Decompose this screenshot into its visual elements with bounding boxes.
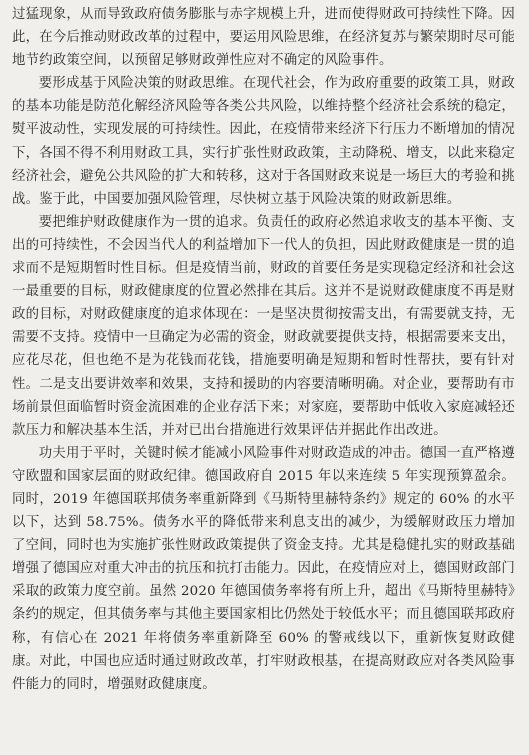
paragraph-1: 过猛现象，从而导致政府债务膨胀与赤字规模上升，进而使得财政可持续性下降。因此，在今后推动财政改革的过程中，要运用风险思维，在经济复苏与繁荣期时尽可能地节约政策空间，以预留足够财政弹性应对不确定的风险事件。	[12, 7, 515, 69]
paragraph-3: 要把维护财政健康作为一贯的追求。负责任的政府必然追求收支的基本平衡、支出的可持续性，不会因当代人的利益增加下一代人的负担，因此财政健康是一贯的追求而不是短期暂时性目标。但是疫情当前，财政的首要任务是实现稳定经济和社会这一最重要的目标，财政健康度的位置必然排在其后。这并不是说财政健康度不再是财政的目标，对财政健康度的追求体现在：一是坚决贯彻按需支出，有需要就支持，无需要不支持。疫情中一旦确定为必需的资金，财政就要提供支持，根据需要来支出，应花尽花，但也绝不是为花钱而花钱，措施要明确是短期和暂时性帮扶，要有针对性。二是支出要讲效率和效果，支持和援助的内容要清晰明确。对企业，要帮助有市场前景但面临暂时资金流困难的企业存活下来；对家庭，要帮助中低收入家庭减轻还款压力和解决基本生活，并对已出台措施进行效果评估并据此作出改进。	[12, 214, 515, 438]
paragraph-2: 要形成基于风险决策的财政思维。在现代社会，作为政府重要的政策工具，财政的基本功能是防范化解经济风险等各类公共风险，以维持整个经济社会系统的稳定，熨平波动性，实现发展的可持续性。因此，在疫情带来经济下行压力不断增加的情况下，各国不得不利用财政工具，实行扩张性财政政策，主动降税、增支，以此来稳定经济社会，避免公共风险的扩大和转移，这对于各国财政来说是一场巨大的考验和挑战。鉴于此，中国要加强风险管理，尽快树立基于风险决策的财政新思维。	[12, 76, 515, 207]
paragraph-4: 功夫用于平时，关键时候才能减小风险事件对财政造成的冲击。德国一直严格遵守欧盟和国家层面的财政纪律。德国政府自 2015 年以来连续 5 年实现预算盈余。同时，2019 年德国联邦债务率重新降到《马斯特里赫特条约》规定的 60% 的水平以下，达到 58.75%。债务水平的降低带来利息支出的减少，为缓解财政压力增加了空间，同时也为实施扩张性财政政策提供了资金支持。尤其是稳健扎实的财政基础增强了德国应对重大冲击的抗压和抗打击能力。因此，在疫情应对上，德国财政部门采取的政策力度空前。虽然 2020 年德国债务率将有所上升，超出《马斯特里赫特》条约的规定，但其债务率与其他主要国家相比仍然处于较低水平；而且德国联邦政府称，有信心在 2021 年将债务率重新降至 60% 的警戒线以下，重新恢复财政健康。对此，中国也应适时通过财政改革，打牢财政根基，在提高财政应对各类风险事件能力的同时，增强财政健康度。	[12, 445, 515, 692]
